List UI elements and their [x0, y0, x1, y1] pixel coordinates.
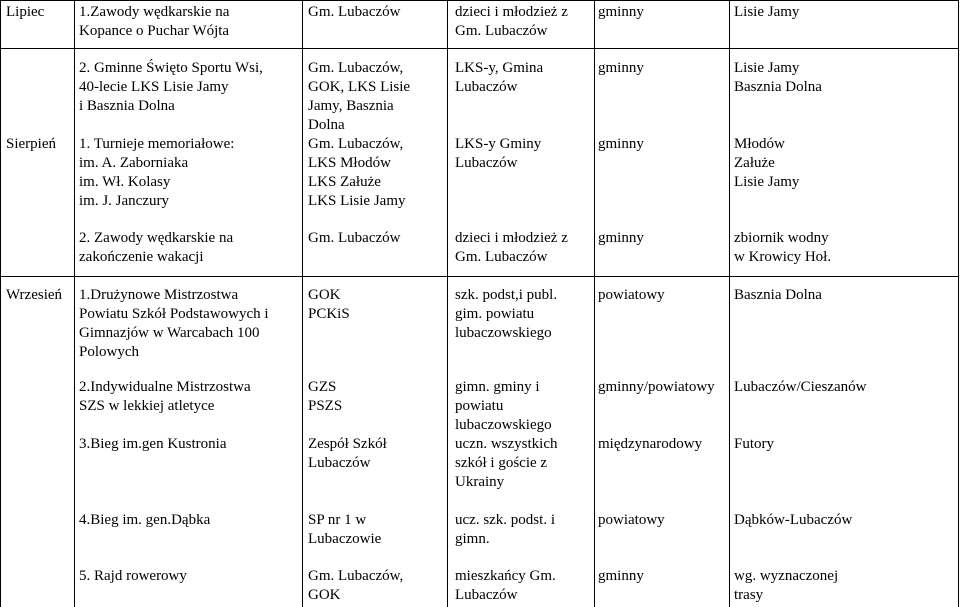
row-rule — [0, 276, 959, 277]
place-cell: Lisie Jamy Basznia Dolna — [734, 60, 822, 95]
column-rule — [0, 0, 1, 607]
event-cell: 2.Indywidualne Mistrzostwa SZS w lekkiej atletyce 3.Bieg im.gen Kustronia — [79, 379, 251, 452]
scope-cell: powiatowy — [598, 512, 665, 528]
place-cell: Dąbków-Lubaczów — [734, 512, 853, 528]
column-rule — [74, 0, 75, 607]
column-rule — [594, 0, 595, 607]
organizer-cell: Gm. Lubaczów — [308, 230, 401, 246]
column-rule — [729, 0, 730, 607]
place-cell: zbiornik wodny w Krowicy Hoł. — [734, 230, 832, 265]
row-rule — [0, 48, 959, 49]
event-cell: 1.Drużynowe Mistrzostwa Powiatu Szkół Podstawowych i Gimnazjów w Warcabach 100 Polowych — [79, 287, 269, 360]
organizer-cell: Gm. Lubaczów, GOK — [308, 568, 404, 603]
place-cell: Młodów Załuże Lisie Jamy — [734, 136, 800, 190]
event-cell: 5. Rajd rowerowy — [79, 568, 187, 584]
column-rule — [302, 0, 303, 607]
scope-cell: gminny — [598, 60, 644, 76]
organizer-cell: Gm. Lubaczów, LKS Młodów LKS Załuże LKS Lisie Jamy — [308, 136, 406, 209]
scope-cell: gminny — [598, 568, 644, 584]
month-cell: Lipiec — [6, 4, 45, 20]
participants-cell: mieszkańcy Gm. Lubaczów — [455, 568, 556, 603]
participants-cell: gimn. gminy i powiatu lubaczowskiego uczn. wszystkich szkół i goście z Ukrainy — [455, 379, 558, 490]
scope-cell: gminny — [598, 4, 644, 20]
participants-cell: dzieci i młodzież z Gm. Lubaczów — [455, 4, 568, 39]
event-cell: 1.Zawody wędkarskie na Kopance o Puchar Wójta — [79, 4, 230, 39]
scope-cell: gminny — [598, 230, 644, 246]
month-cell: Sierpień — [6, 136, 56, 152]
scope-cell: gminny/powiatowy międzynarodowy — [598, 379, 715, 452]
month-cell: Wrzesień — [6, 287, 63, 303]
scope-cell: powiatowy — [598, 287, 665, 303]
organizer-cell: Gm. Lubaczów — [308, 4, 401, 20]
row-rule — [0, 0, 959, 1]
event-cell: 1. Turnieje memoriałowe: im. A. Zaborniaka im. Wł. Kolasy im. J. Janczury — [79, 136, 235, 209]
column-rule — [447, 0, 448, 607]
place-cell: Lisie Jamy — [734, 4, 800, 20]
event-cell: 4.Bieg im. gen.Dąbka — [79, 512, 211, 528]
place-cell: wg. wyznaczonej trasy — [734, 568, 839, 603]
participants-cell: szk. podst,i publ. gim. powiatu lubaczowskiego — [455, 287, 558, 341]
organizer-cell: GOK PCKiS — [308, 287, 350, 322]
participants-cell: dzieci i młodzież z Gm. Lubaczów — [455, 230, 568, 265]
place-cell: Basznia Dolna — [734, 287, 822, 303]
organizer-cell: SP nr 1 w Lubaczowie — [308, 512, 382, 547]
organizer-cell: Gm. Lubaczów, GOK, LKS Lisie Jamy, Basznia Dolna — [308, 60, 411, 133]
event-cell: 2. Gminne Święto Sportu Wsi, 40-lecie LKS Lisie Jamy i Basznia Dolna — [79, 60, 263, 114]
scope-cell: gminny — [598, 136, 644, 152]
organizer-cell: GZS PSZS Zespół Szkół Lubaczów — [308, 379, 387, 471]
participants-cell: ucz. szk. podst. i gimn. — [455, 512, 555, 547]
event-cell: 2. Zawody wędkarskie na zakończenie wakacji — [79, 230, 234, 265]
place-cell: Lubaczów/Cieszanów Futory — [734, 379, 867, 452]
participants-cell: LKS-y, Gmina Lubaczów — [455, 60, 544, 95]
participants-cell: LKS-y Gminy Lubaczów — [455, 136, 542, 171]
column-rule — [958, 0, 959, 607]
